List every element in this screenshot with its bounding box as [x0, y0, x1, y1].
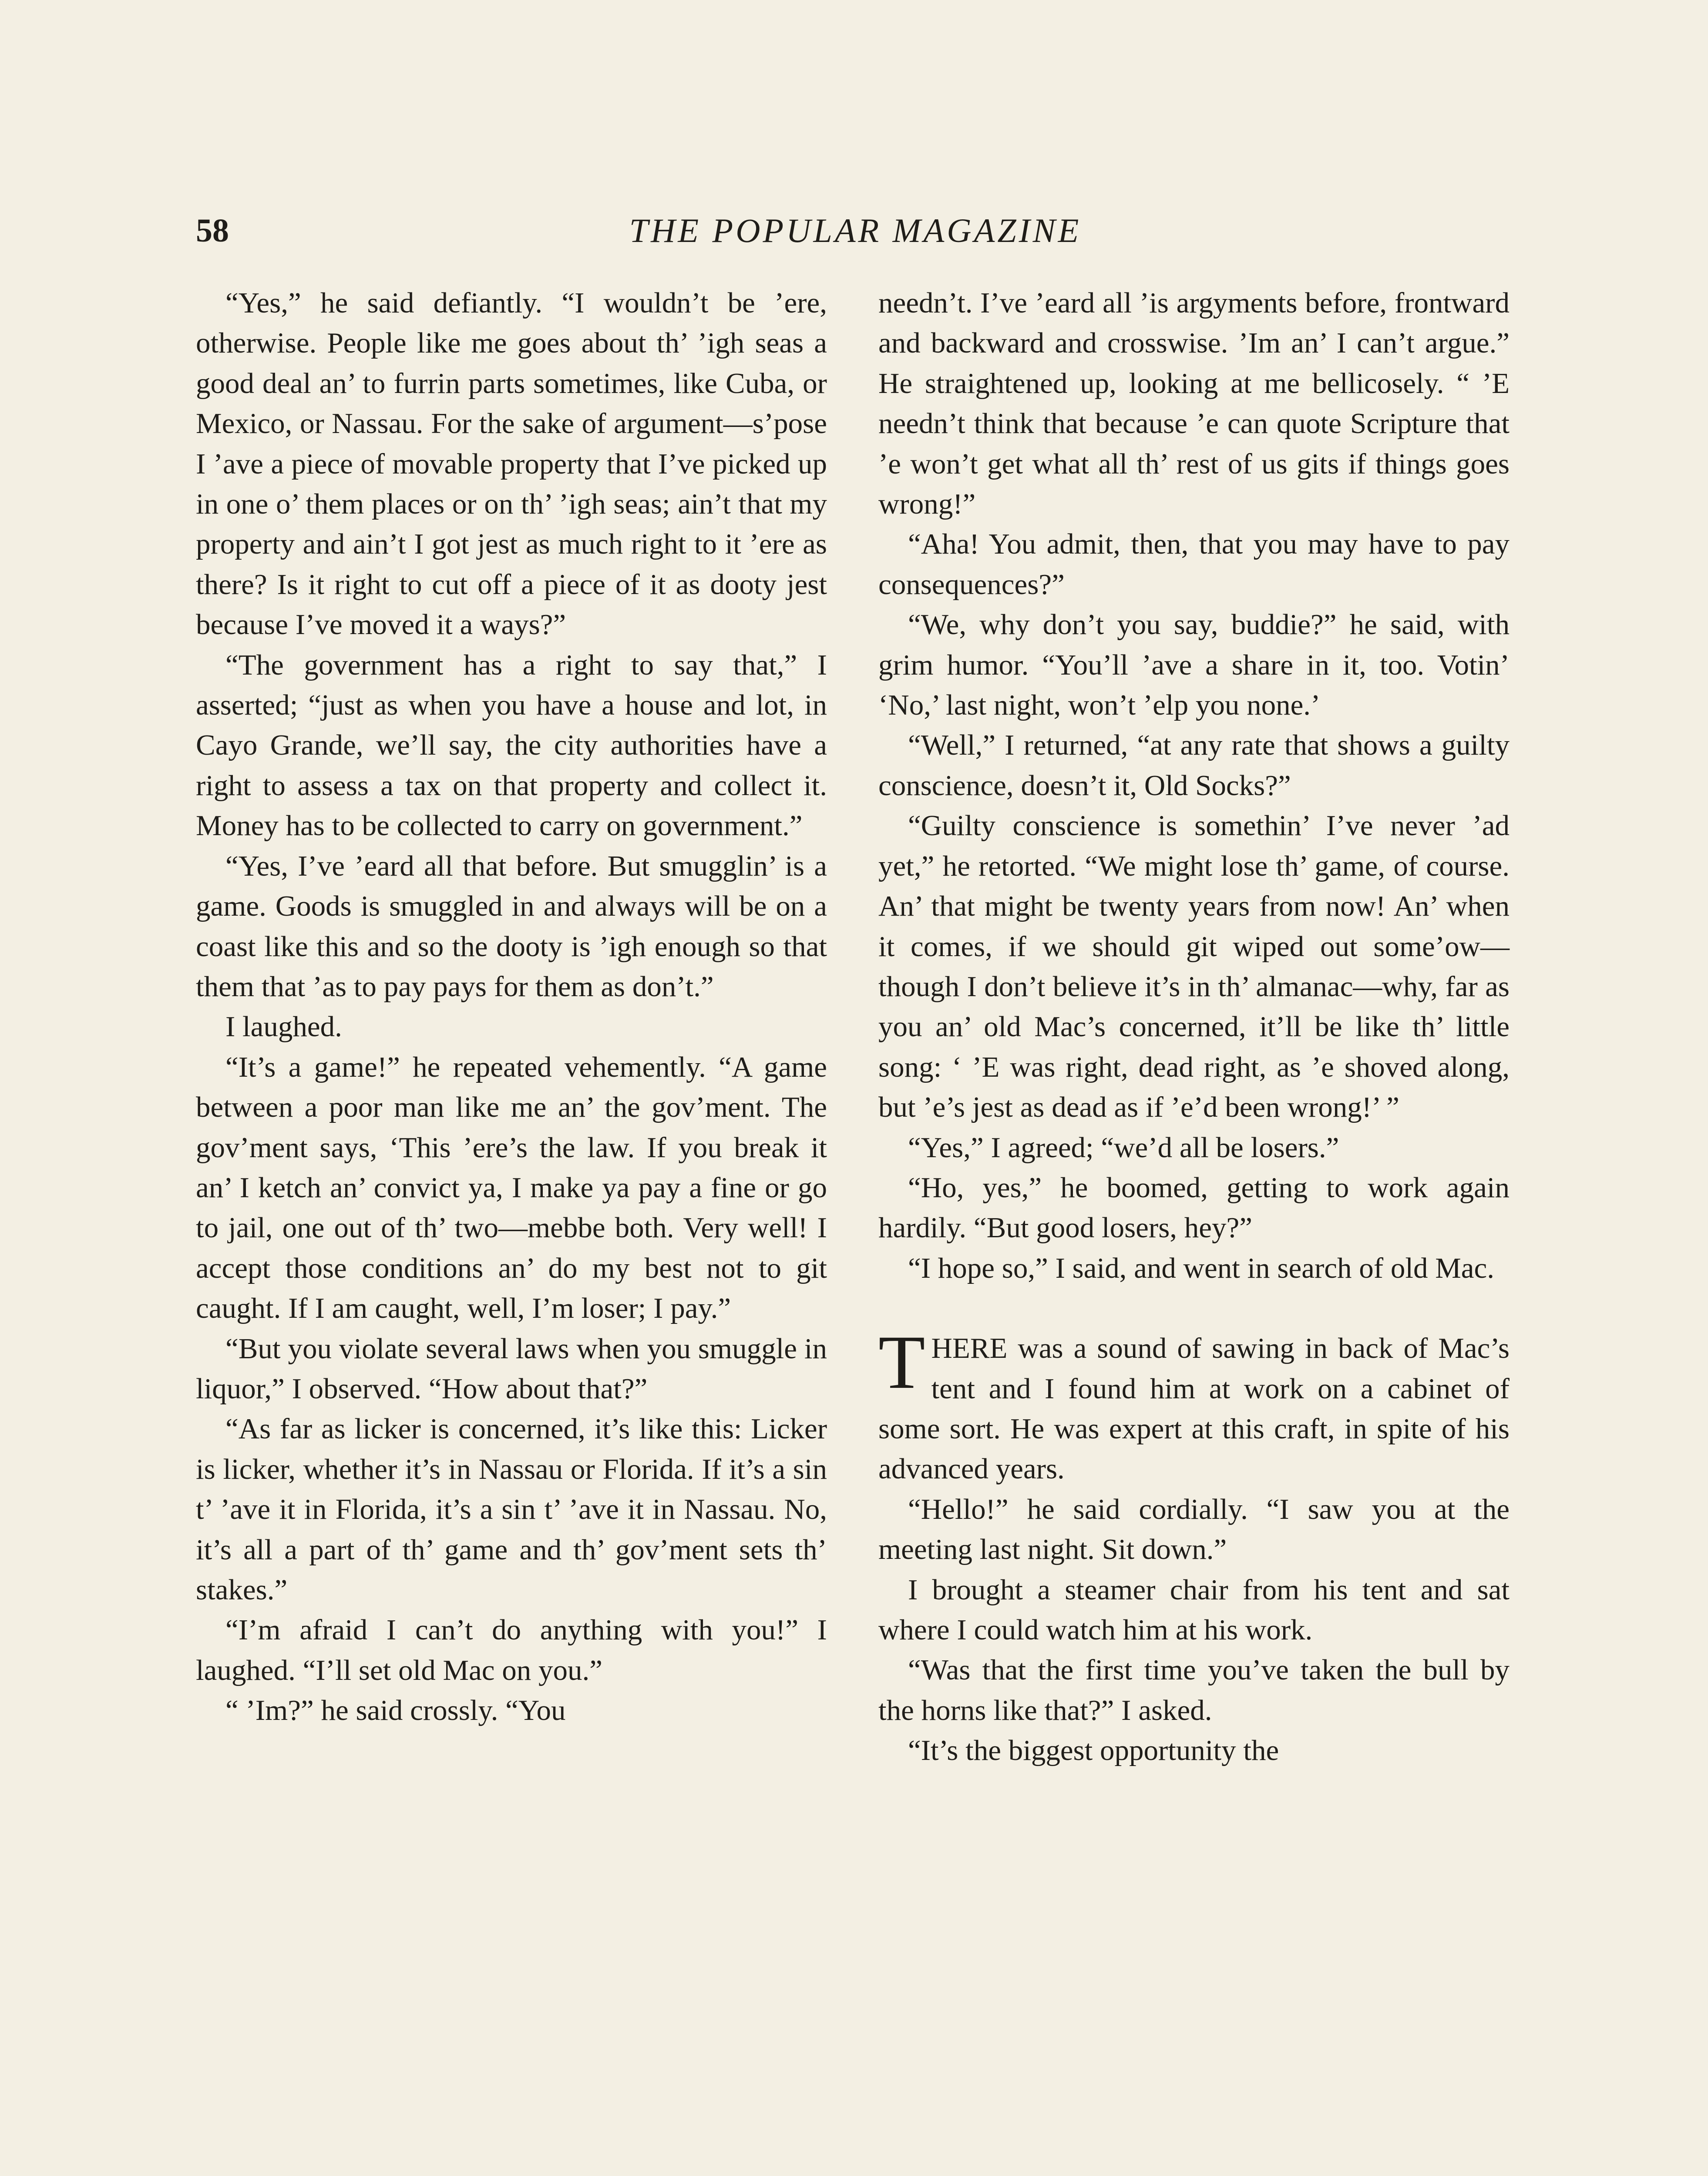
paragraph: “ ’Im?” he said crossly. “You: [225, 1694, 566, 1727]
paragraph: “Ho, yes,” he boomed, getting to work again hardily. “But good losers, hey?”: [878, 1171, 1510, 1244]
paragraph: “Yes, I’ve ’eard all that before. But smugglin’ is a game. Goods is smuggled in and always will be on a coast like this and so the dooty is ’igh enough so that them that ’as to pay pays for them as don’t.”: [196, 850, 827, 1003]
paragraph: “I’m afraid I can’t do anything with you!” I laughed. “I’ll set old Mac on you.”: [196, 1614, 827, 1686]
paragraph: “As far as licker is concerned, it’s like this: Licker is licker, whether it’s in Nassau or Florida. If it’s a sin t’ ’ave it in Florida, it’s a sin t’ ’ave it in Nassau. No, it’s all a part of th’ game and th’ gov’ment sets th’ stakes.”: [196, 1413, 827, 1606]
paragraph: I brought a steamer chair from his tent and sat where I could watch him at his work.: [878, 1573, 1510, 1646]
paragraph: needn’t. I’ve ’eard all ’is argyments before, frontward and backward and crosswise. ’Im an’ I can’t argue.” He straightened up, looking at me bellicosely. “ ’E needn’t think that because ’e can quote Scripture that ’e won’t get what all th’ rest of us gits if things goes wrong!”: [878, 287, 1510, 520]
paragraph: “Hello!” he said cordially. “I saw you at the meeting last night. Sit down.”: [878, 1493, 1510, 1566]
page-header: [196, 205, 1515, 257]
paragraph: “We, why don’t you say, buddie?” he said, with grim humor. “You’ll ’ave a share in it, too. Votin’ ‘No,’ last night, won’t ’elp you none.’: [878, 608, 1510, 722]
paragraph: “It’s a game!” he repeated vehemently. “A game between a poor man like me an’ the gov’ment. The gov’ment says, ‘This ’ere’s the law. If you break it an’ I ketch an’ convict ya, I make ya pay a fine or go to jail, one out of th’ two—mebbe both. Very well! I accept those conditions an’ do my best not to git caught. If I am caught, well, I’m loser; I pay.”: [196, 1051, 827, 1325]
running-title: THE POPULAR MAGAZINE: [629, 212, 1082, 249]
paragraph: “But you violate several laws when you smuggle in liquor,” I observed. “How about that?”: [196, 1332, 827, 1405]
paragraph: I laughed.: [225, 1011, 342, 1043]
left-column: [196, 283, 827, 1731]
paragraph: “I hope so,” I said, and went in search of old Mac.: [908, 1252, 1495, 1284]
paragraph: “Guilty conscience is somethin’ I’ve never ’ad yet,” he retorted. “We might lose th’ game, of course. An’ that might be twenty years from now! An’ when it comes, if we should git wiped out some’ow—though I don’t believe it’s in th’ almanac—why, far as you an’ old Mac’s concerned, it’ll be like th’ little song: ‘ ’E was right, dead right, as ’e shoved along, but ’e’s jest as dead as if ’e’d been wrong!’ ”: [878, 809, 1510, 1124]
paragraph: “Yes,” I agreed; “we’d all be losers.”: [908, 1131, 1339, 1164]
paragraph: “Yes,” he said defiantly. “I wouldn’t be ’ere, otherwise. People like me goes about th’ ’igh seas a good deal an’ to furrin parts sometimes, like Cuba, or Mexico, or Nassau. For the sake of argument—s’pose I ’ave a piece of movable property that I’ve picked up in one o’ them places or on th’ ’igh seas; ain’t that my property and ain’t I got jest as much right to it ’ere as there? Is it right to cut off a piece of it as dooty jest because I’ve moved it a ways?”: [196, 287, 827, 641]
paragraph: “It’s the biggest opportunity the: [908, 1734, 1279, 1767]
section-start-paragraph: [878, 1320, 1510, 1489]
paragraph: “Was that the first time you’ve taken the bull by the horns like that?” I asked.: [878, 1654, 1510, 1726]
paragraph: “Well,” I returned, “at any rate that shows a guilty conscience, doesn’t it, Old Socks?”: [878, 729, 1510, 802]
drop-cap: T: [878, 1320, 925, 1405]
paragraph: “The government has a right to say that,” I asserted; “just as when you have a house and lot, in Cayo Grande, we’ll say, the city authorities have a right to assess a tax on that property and collect it. Money has to be collected to carry on government.”: [196, 648, 827, 842]
page-number: 58: [196, 212, 229, 249]
right-column: [878, 283, 1510, 1771]
section-first-text: HERE was a sound of sawing in back of Mac’s tent and I found him at work on a cabinet of some sort. He was expert at this craft, in spite of his advanced years.: [878, 1332, 1510, 1485]
paragraph: “Aha! You admit, then, that you may have to pay consequences?”: [878, 528, 1510, 601]
